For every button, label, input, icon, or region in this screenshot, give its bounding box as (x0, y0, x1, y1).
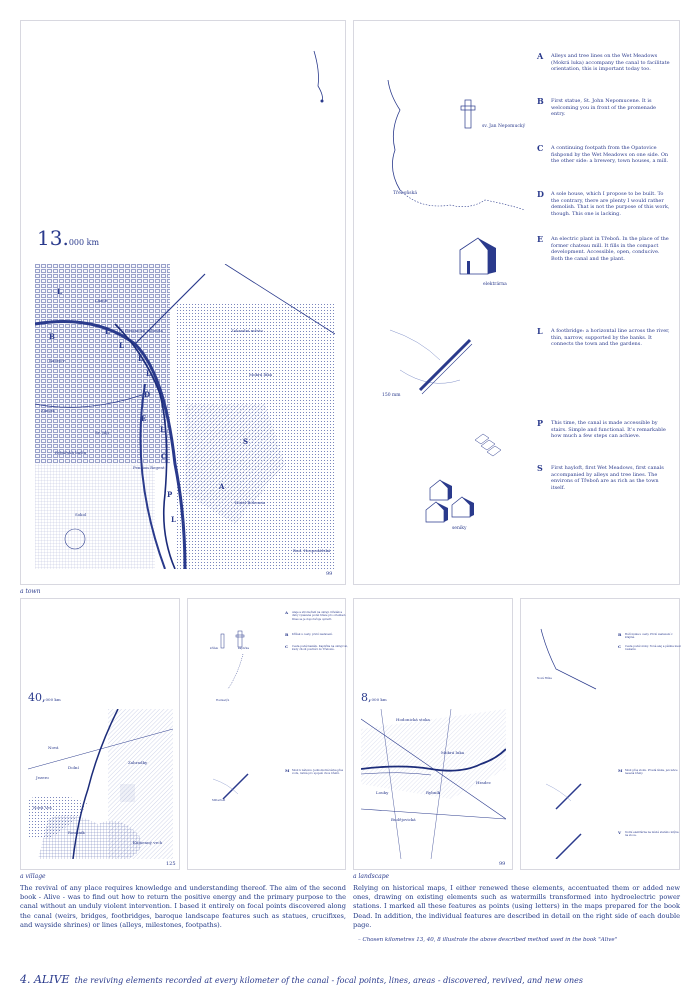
page-number: 125 (166, 861, 176, 867)
village-label: křížek (210, 647, 219, 650)
body-text-right: Relying on historical maps, I either renewed these elements, accentuated them or added new ones, drawing on existing elements such as watermills transformed into hydroelectric power stations. I marked all these features as points (using letters) in the maps prepared for the book Dead. In addition, the individual features are described in detail on the right side of each double page. (353, 884, 680, 929)
footer-title: 4. ALIVE (20, 973, 70, 986)
town-map-letter: S (243, 437, 249, 446)
town-map-letter: L (160, 425, 165, 434)
village-elements-page (187, 598, 346, 870)
caption-landscape: a landscape (353, 873, 390, 880)
village-label: kaplička (238, 647, 250, 650)
town-label: Botanická zahrada (125, 328, 163, 333)
town-label: Rybářská bašta (55, 450, 87, 455)
dimension-label: 150 mm (382, 393, 401, 398)
village-label: Dolní (68, 765, 79, 770)
village-elements-drawings (193, 619, 273, 849)
statue-label: sv. Jan Nepomucký (482, 124, 526, 129)
village-entry-b: B Křížek u cesty, první zastavení. (285, 632, 333, 637)
village-label: Nová (48, 745, 59, 750)
village-label: Kamenný vrch (133, 840, 163, 845)
village-label: Jezero (36, 775, 49, 780)
body-note: – Chosen kilometres 13, 40, 8 illustrate the above described method used in the book "Alive" (358, 937, 618, 943)
landscape-label: Louky (376, 790, 389, 795)
landscape-label: Budějovická (391, 817, 416, 822)
village-entry-a: A Aleje a stromořadí na okraji. Ořešák a duby vysázené podél hráze pro orientaci. Dnes se je doporučuje opravit. (285, 610, 347, 621)
town-label: Zámek (41, 408, 55, 413)
village-map-page (20, 598, 180, 870)
town-map-letter: B (49, 332, 55, 341)
legend-entry-p: P This time, the canal is made accessible by stairs. Simple and functional. It's remarkable how much a few steps can achieve. (537, 418, 666, 440)
landscape-scale-label: 8,000 km (361, 691, 387, 704)
town-map-letter: L (138, 354, 143, 363)
town-map-letter: A (219, 482, 225, 491)
page-number: 99 (499, 861, 506, 867)
page-number: 99 (326, 571, 333, 577)
village-label: Rozmarýn (216, 699, 230, 702)
town-elements-drawings (360, 60, 550, 560)
town-scale-label: 13.000 km (37, 226, 100, 250)
town-map-letter: L (171, 515, 176, 524)
footer-caption (20, 973, 583, 986)
legend-entry-d: D A sole house, which I propose to be built. To the contrary, there are plenty I would rather demolish. That is not the purpose of this work, though. This one is lacking. (537, 189, 670, 217)
town-map-page (20, 20, 346, 585)
body-text-left: The revival of any place requires knowledge and understanding thereof. The aim of the second book - Alive - was to find out how to return the positive energy and the primary purpose to the canal without an unduly violent intervention. I based it entirely on focal points discovered along the canal (weirs, bridges, footbridges, baroque landscape features such as statues, crucifixes, and wayside shrines) or lines (alleys, milestones, footpaths). (20, 884, 346, 929)
landscape-map-page (353, 598, 513, 870)
hayloft-label: seníky (452, 526, 467, 531)
village-label: Roudnik (68, 830, 85, 835)
town-map-letter: L (57, 287, 62, 296)
plant-label: elektrárna (483, 282, 507, 287)
village-entry-c: C Cesta podél kanálu. Kaplička na okraji vsi, kudy chodí poutníci do Třeboně. (285, 644, 348, 652)
legend-entry-l: L A footbridge: a horizontal line across the river, thin, narrow, supported by the banks. It connects the town and the gardens. (537, 326, 670, 348)
town-name-label: Třeboňská (393, 191, 418, 196)
landscape-entry-m: M Most přes stoku. Prostá lávka, jen lehce nesená břehy. (618, 768, 678, 776)
legend-entry-e: E An electric plant in Třeboň. In the place of the former chateau mill. It fills in the compact development. Accessible, open, conducive. Both the canal and the plant. (537, 234, 669, 262)
town-map-letter: L (119, 341, 124, 350)
town-label: Bud. Hospodářská (293, 548, 331, 553)
legend-entry-b: B First statue, St. John Nepomucene. It is welcoming you in front of the promenade entry. (537, 96, 657, 118)
town-map-letter: P (167, 490, 173, 499)
footer-subtitle: the reviving elements recorded at every kilometer of the canal - focal points, lines, areas - discovered, revived, and new ones (74, 976, 583, 985)
town-map-letter: L (146, 369, 151, 378)
town-map-letter: L (105, 327, 110, 336)
landscape-entry-c: C Cesta podél stoky. Nová alej a pěšina mezi loukami. (618, 644, 681, 652)
landscape-elements-page (520, 598, 680, 870)
town-label: Mokrá lůka (249, 372, 273, 377)
legend-entry-a: A Alleys and tree lines on the Wet Meadows (Mokrá luka) accompany the canal to facilitate orientation, this is important today too. (537, 51, 670, 73)
town-label: Zahradní město (231, 328, 263, 333)
landscape-label: Hradec (476, 780, 491, 785)
village-label: Mitterfeld (212, 799, 226, 802)
town-map (35, 264, 335, 569)
town-label: Sokol (75, 512, 87, 517)
landscape-entry-b: B Boží muka u cesty. První zastavení v krajině. (618, 632, 673, 640)
legend-entry-s: S First hayloft, first Wet Meadows, first canals accompanied by alleys and tree lines. The environs of Třeboň are as rich as the town itself. (537, 463, 664, 491)
landscape-elements-drawings (526, 619, 606, 859)
village-entry-m: M Most k náhonu. Jednoduchá lávka přes vodu, nutná pro spojení dvou břehů. (285, 768, 344, 776)
village-label: Nová Ves (33, 805, 52, 810)
landscape-label: Nová Hlína (537, 677, 552, 680)
village-map (28, 709, 173, 859)
landscape-label: Mokrá luka (441, 750, 465, 755)
village-label: Zahradky (128, 760, 148, 765)
town-label: Penzion Regent (133, 465, 165, 470)
town-map-letter: C (161, 452, 167, 461)
village-scale-label: 40,000 km (28, 691, 61, 704)
town-label: Lázně (95, 298, 108, 303)
landscape-entry-v: V Vodní elektrárna na místě starého mlýna na stoce. (618, 830, 679, 838)
town-map-letter: D (144, 390, 151, 399)
legend-entry-c: C A continuing footpath from the Opatovice fishpond by the Wet Meadows on one side. On the other side: a brewery, town houses, a mill. (537, 143, 669, 165)
caption-village: a village (20, 873, 46, 880)
town-label: Sv. Jilji (95, 430, 109, 435)
town-map-letter: E (141, 414, 147, 423)
landscape-label: Hodonická stoka (396, 717, 430, 722)
town-label: Hotel Bohemia (235, 500, 266, 505)
caption-town: a town (20, 588, 41, 595)
town-label: Kasejov (49, 358, 65, 363)
landscape-label: Rybník (426, 790, 441, 795)
town-compass-mark (304, 46, 334, 116)
landscape-map (361, 709, 506, 859)
